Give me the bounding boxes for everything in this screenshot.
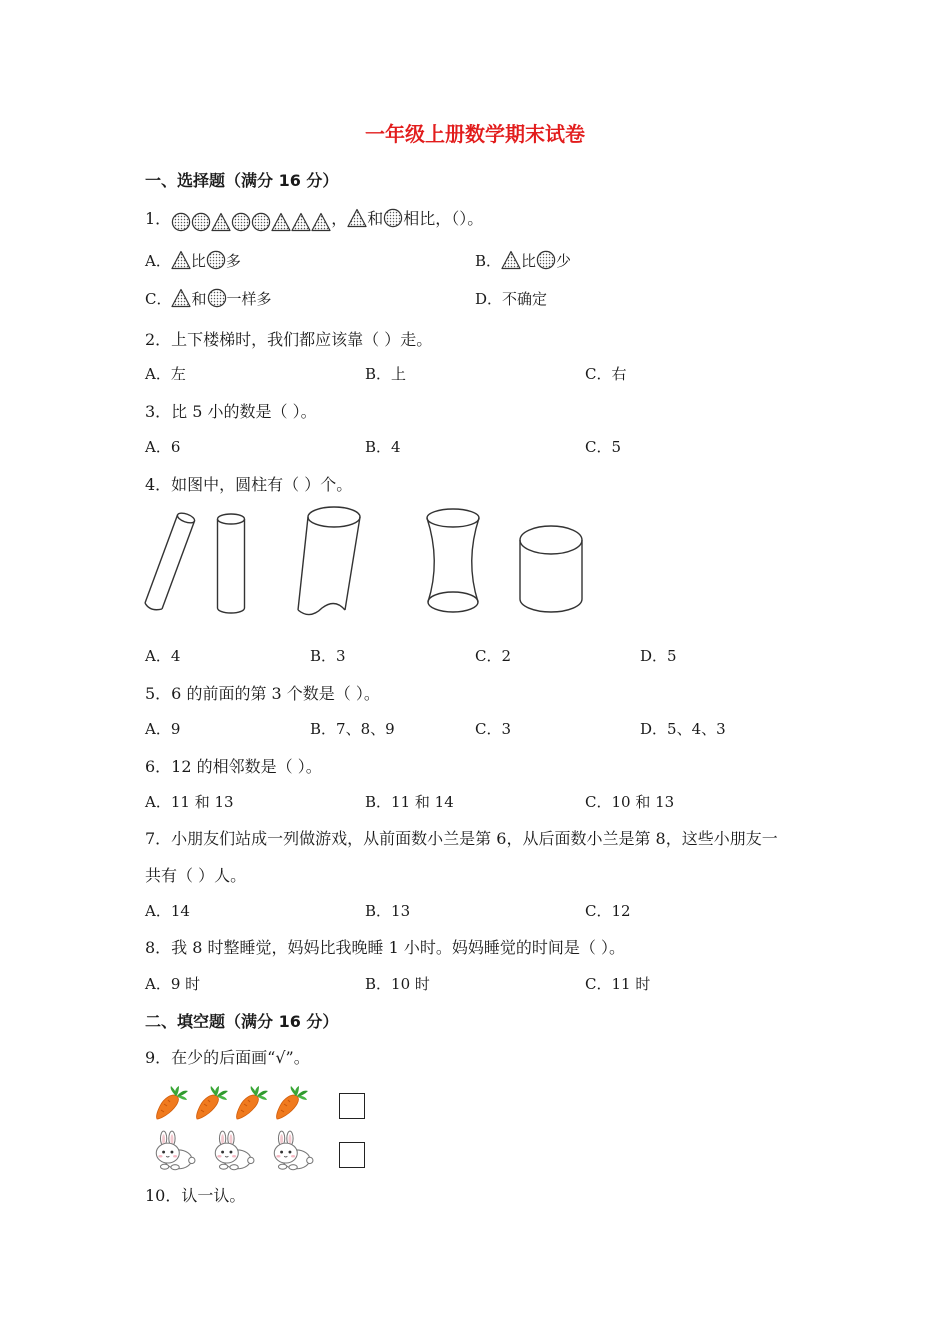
q1-shape-row (171, 212, 331, 232)
option-8a[interactable]: A．9 时 (145, 975, 201, 993)
q1-separator: ， (331, 209, 348, 228)
wide-cylinder-shape (520, 526, 582, 612)
question-2: 2．上下楼梯时，我们都应该靠（ ）走。 (145, 330, 433, 349)
option-text: 比 (190, 252, 206, 270)
carrot-row (150, 1084, 320, 1126)
option-7b[interactable]: B．13 (365, 902, 411, 920)
option-7a[interactable]: A．14 (145, 902, 190, 920)
option-5d[interactable]: D．5、4、3 (640, 720, 726, 738)
question-10: 10．认一认。 (145, 1186, 246, 1205)
option-6b[interactable]: B．11 和 14 (365, 793, 454, 811)
rabbit-icon (150, 1130, 196, 1172)
dotted-triangle-icon (311, 212, 331, 232)
dotted-circle-icon (536, 250, 556, 270)
option-text: 和 (191, 290, 207, 308)
option-1a[interactable] (145, 250, 241, 271)
rabbit-icon (268, 1130, 314, 1172)
rabbit-answer-box[interactable] (339, 1142, 365, 1168)
question-5: 5．6 的前面的第 3 个数是（ ）。 (145, 684, 380, 703)
question-7-line-2: 共有（ ）人。 (145, 866, 247, 885)
concave-shape (427, 509, 479, 612)
question-3: 3．比 5 小的数是（ ）。 (145, 402, 317, 421)
dotted-triangle-icon (291, 212, 311, 232)
option-6c[interactable]: C．10 和 13 (585, 793, 675, 811)
dotted-triangle-icon (271, 212, 291, 232)
option-label: C． (145, 290, 172, 308)
question-7-line-1: 7．小朋友们站成一列做游戏，从前面数小兰是第 6，从后面数小兰是第 8，这些小朋友一 (145, 829, 778, 848)
dotted-triangle-icon (171, 288, 191, 308)
solid-shapes-figure (140, 505, 600, 625)
slanted-cylinder-shape (145, 511, 196, 610)
dotted-circle-icon (207, 288, 227, 308)
option-label: B． (475, 252, 502, 270)
option-3a[interactable]: A．6 (145, 438, 181, 456)
option-3b[interactable]: B．4 (365, 438, 401, 456)
option-6a[interactable]: A．11 和 13 (145, 793, 234, 811)
option-label: A． (145, 252, 171, 270)
carrot-icon (230, 1084, 270, 1124)
dotted-triangle-icon (211, 212, 231, 232)
page-title: 一年级上册数学期末试卷 (365, 122, 585, 146)
option-1d[interactable]: D．不确定 (475, 290, 548, 308)
question-1-number: 1． (145, 209, 172, 228)
option-5a[interactable]: A．9 (145, 720, 181, 738)
option-text: 少 (556, 252, 572, 270)
q1-and: 和 (367, 209, 384, 228)
dotted-triangle-icon (171, 250, 191, 270)
dotted-circle-icon (171, 212, 191, 232)
option-4d[interactable]: D．5 (640, 647, 677, 665)
option-8c[interactable]: C．11 时 (585, 975, 651, 993)
option-4b[interactable]: B．3 (310, 647, 346, 665)
option-5b[interactable]: B．7、8、9 (310, 720, 395, 738)
dotted-triangle-icon (347, 208, 367, 228)
section-heading-fill-blank: 二、填空题（满分 16 分） (145, 1012, 339, 1031)
carrot-answer-box[interactable] (339, 1093, 365, 1119)
carrot-icon (270, 1084, 310, 1124)
question-4: 4．如图中，圆柱有（ ）个。 (145, 475, 353, 494)
question-1 (145, 206, 483, 232)
rabbit-icon (209, 1130, 255, 1172)
question-6: 6．12 的相邻数是（ ）。 (145, 757, 322, 776)
option-text: 多 (225, 252, 241, 270)
option-5c[interactable]: C．3 (475, 720, 512, 738)
dotted-triangle-icon (501, 250, 521, 270)
q1-compare-text: 相比，（）。 (403, 209, 484, 228)
thin-cylinder-shape (218, 514, 245, 613)
dotted-circle-icon (191, 212, 211, 232)
option-8b[interactable]: B．10 时 (365, 975, 430, 993)
option-3c[interactable]: C．5 (585, 438, 622, 456)
dotted-circle-icon (383, 208, 403, 228)
option-text: 比 (521, 252, 537, 270)
option-4a[interactable]: A．4 (145, 647, 181, 665)
option-1b[interactable] (475, 250, 571, 271)
dotted-circle-icon (251, 212, 271, 232)
dotted-circle-icon (231, 212, 251, 232)
option-1c[interactable] (145, 288, 272, 309)
option-2c[interactable]: C．右 (585, 365, 627, 383)
carrot-icon (150, 1084, 190, 1124)
option-7c[interactable]: C．12 (585, 902, 631, 920)
option-2b[interactable]: B．上 (365, 365, 407, 383)
question-9: 9．在少的后面画“√”。 (145, 1048, 310, 1067)
dotted-circle-icon (206, 250, 226, 270)
option-2a[interactable]: A．左 (145, 365, 186, 383)
option-text: 一样多 (226, 290, 272, 308)
question-8: 8．我 8 时整睡觉，妈妈比我晚睡 1 小时。妈妈睡觉的时间是（ ）。 (145, 938, 625, 957)
option-4c[interactable]: C．2 (475, 647, 512, 665)
section-heading-choice: 一、选择题（满分 16 分） (145, 171, 339, 190)
cone-frustum-shape (298, 507, 360, 615)
carrot-icon (190, 1084, 230, 1124)
rabbit-row (150, 1130, 330, 1172)
